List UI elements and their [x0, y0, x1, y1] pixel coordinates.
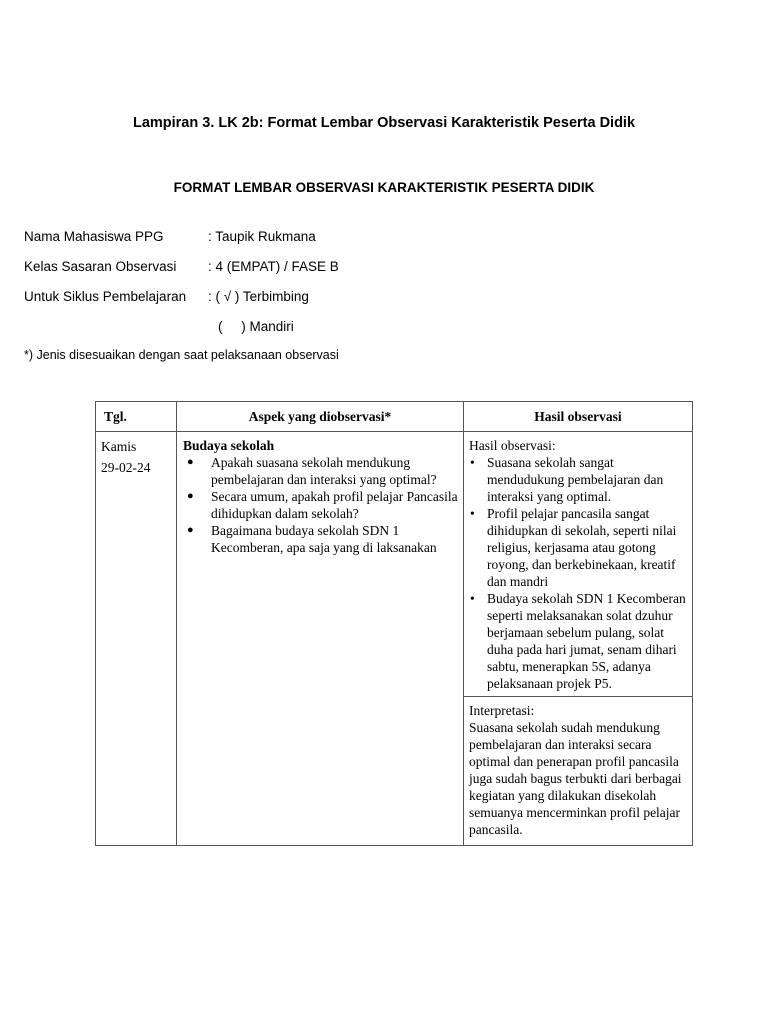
- field-label: Nama Mahasiswa PPG: [24, 229, 164, 244]
- header-result: Hasil observasi: [464, 402, 693, 432]
- field-target-class: [24, 259, 339, 274]
- list-item: ● Secara umum, apakah profil pelajar Pancasila dihidupkan dalam sekolah?: [183, 488, 459, 522]
- footnote: *) Jenis disesuaikan dengan saat pelaksanaan observasi: [24, 348, 339, 362]
- list-item: ● Bagaimana budaya sekolah SDN 1 Kecomberan, apa saja yang di laksanakan: [183, 522, 459, 556]
- field-label: Kelas Sasaran Observasi: [24, 259, 177, 274]
- day-text: Kamis: [101, 439, 137, 454]
- date-cell: [96, 432, 177, 846]
- list-item: • Budaya sekolah SDN 1 Kecomberan seperti melaksanakan solat dzuhur berjamaan sebelum pulang, solat duha pada hari jumat, senam dihari sabtu, menerapkan 5S, adanya pelaksanaan projek P5.: [469, 590, 688, 692]
- date-text: 29-02-24: [101, 460, 151, 475]
- list-item: • Suasana sekolah sangat mendudukung pembelajaran dan interaksi yang optimal.: [469, 454, 688, 505]
- interpretation-title: Interpretasi:: [469, 703, 535, 718]
- field-label: Untuk Siklus Pembelajaran: [24, 289, 187, 304]
- list-item: • Profil pelajar pancasila sangat dihidupkan di sekolah, seperti nilai religius, kerjasama atau gotong royong, dan berkebinekaan, kreatif dan mandri: [469, 505, 688, 590]
- result-cell: [464, 432, 693, 697]
- header-date: Tgl.: [96, 402, 177, 432]
- option-mandiri: ( ) Mandiri: [218, 319, 294, 334]
- field-option-mandiri: [24, 319, 294, 334]
- field-student-name: [24, 229, 316, 244]
- form-heading: FORMAT LEMBAR OBSERVASI KARAKTERISTIK PESERTA DIDIK: [173, 180, 595, 195]
- field-learning-cycle: [24, 289, 309, 304]
- aspect-title: Budaya sekolah: [183, 438, 275, 453]
- observation-table: [95, 401, 693, 846]
- interpretation-cell: [464, 697, 693, 846]
- document-title: Lampiran 3. LK 2b: Format Lembar Observasi Karakteristik Peserta Didik: [132, 115, 636, 131]
- aspect-list: [183, 454, 459, 556]
- header-aspect: Aspek yang diobservasi*: [177, 402, 464, 432]
- table-header-row: [96, 402, 693, 432]
- field-value: : 4 (EMPAT) / FASE B: [208, 259, 339, 274]
- list-item: ● Apakah suasana sekolah mendukung pembelajaran dan interaksi yang optimal?: [183, 454, 459, 488]
- field-value: : Taupik Rukmana: [208, 229, 316, 244]
- table-row: [96, 432, 693, 697]
- aspect-cell: [177, 432, 464, 846]
- result-title: Hasil observasi:: [469, 438, 556, 453]
- field-value: : ( √ ) Terbimbing: [208, 289, 309, 304]
- interpretation-text: Suasana sekolah sudah mendukung pembelajaran dan interaksi secara optimal dan penerapan profil pancasila juga sudah bagus terbukti dari berbagai kegiatan yang dilakukan disekolah semuanya mencerminkan profil pelajar pancasila.: [469, 720, 682, 837]
- result-list: [469, 454, 688, 692]
